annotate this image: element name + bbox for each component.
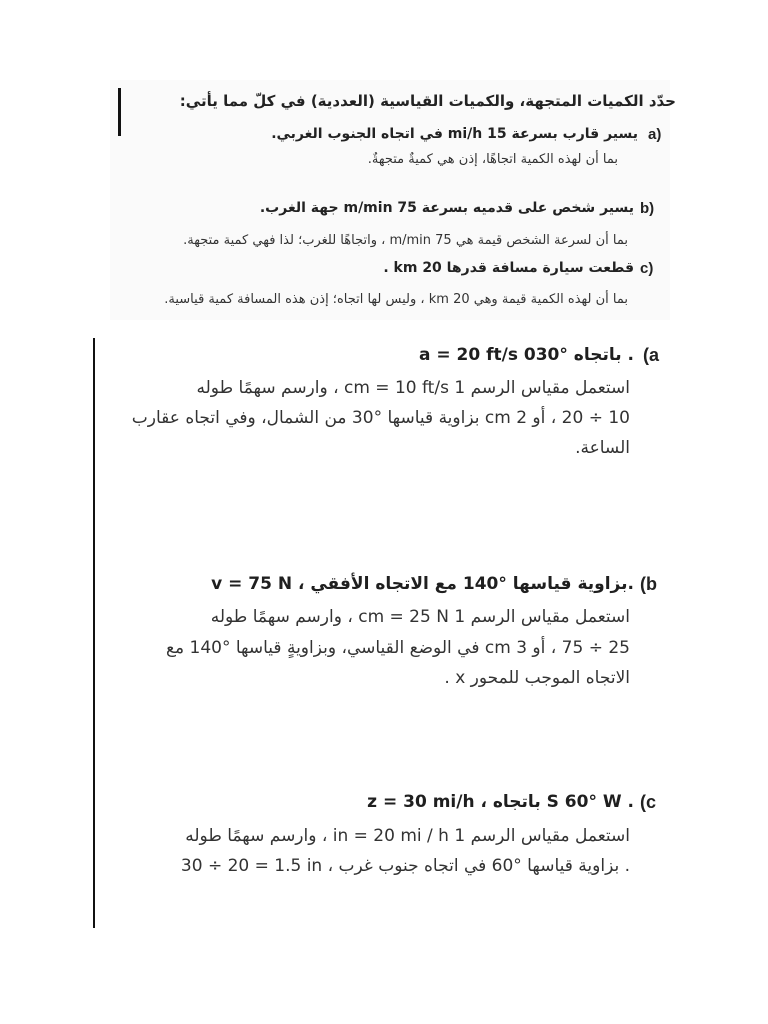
item-b-statement: يسير شخص على قدميه بسرعة 75 m/min جهة الغرب. — [259, 200, 634, 216]
item-a-statement: يسير قارب بسرعة 15 mi/h في اتجاه الجنوب الغربي. — [271, 126, 638, 142]
item-b-answer: بما أن لسرعة الشخص قيمة هي 75 m/min ، واتجاهًا للغرب؛ لذا فهي كمية متجهة. — [183, 233, 628, 248]
item-c-answer: بما أن لهذه الكمية قيمة وهي 20 km ، وليس لها اتجاه؛ إذن هذه المسافة كمية قياسية. — [164, 292, 628, 307]
solution-b-heading: v = 75 N ، بزاوية قياسها °140 مع الاتجاه الأفقي. — [211, 574, 634, 594]
solution-c-line-2: 30 ÷ 20 = 1.5 in ، بزاوية قياسها °60 في اتجاه جنوب غرب . — [180, 856, 630, 876]
solution-a-line-1: استعمل مقياس الرسم 1 cm = 10 ft/s ، وارسم سهمًا طوله — [196, 378, 630, 398]
item-b-letter: b) — [640, 200, 655, 217]
exercise-instruction: حدّد الكميات المتجهة، والكميات القياسية (العددية) في كلّ مما يأتي: — [179, 92, 676, 110]
solution-b-line-3: الاتجاه الموجب للمحور x . — [444, 668, 630, 688]
solution-a-letter: (a — [643, 345, 660, 365]
solution-c-line-1: استعمل مقياس الرسم 1 in = 20 mi / h ، وارسم سهمًا طوله — [185, 826, 630, 846]
solution-c-heading: z = 30 mi/h ، باتجاه S 60° W . — [367, 792, 634, 812]
solution-c-letter: (c — [640, 792, 657, 812]
solution-b-line-1: استعمل مقياس الرسم 1 cm = 25 N ، وارسم سهمًا طوله — [210, 607, 630, 627]
margin-rule-main — [93, 338, 95, 928]
item-c-statement: قطعت سيارة مسافة قدرها 20 km . — [383, 260, 634, 276]
margin-rule-top — [118, 88, 121, 136]
solution-a-line-3: الساعة. — [575, 438, 630, 458]
solution-a-heading: a = 20 ft/s باتجاه °030 . — [418, 345, 634, 365]
item-a-letter: a) — [648, 126, 662, 143]
item-a-answer: بما أن لهذه الكمية اتجاهًا، إذن هي كميةٌ متجهةٌ. — [367, 152, 618, 167]
item-c-letter: c) — [640, 260, 654, 277]
solution-a-line-2: 10 ÷ 20 ، أو 2 cm بزاوية قياسها °30 من الشمال، وفي اتجاه عقارب — [131, 408, 630, 428]
solution-b-line-2: 25 ÷ 75 ، أو 3 cm في الوضع القياسي، وبزاويةٍ قياسها °140 مع — [165, 638, 630, 658]
solution-b-letter: (b — [640, 574, 657, 594]
